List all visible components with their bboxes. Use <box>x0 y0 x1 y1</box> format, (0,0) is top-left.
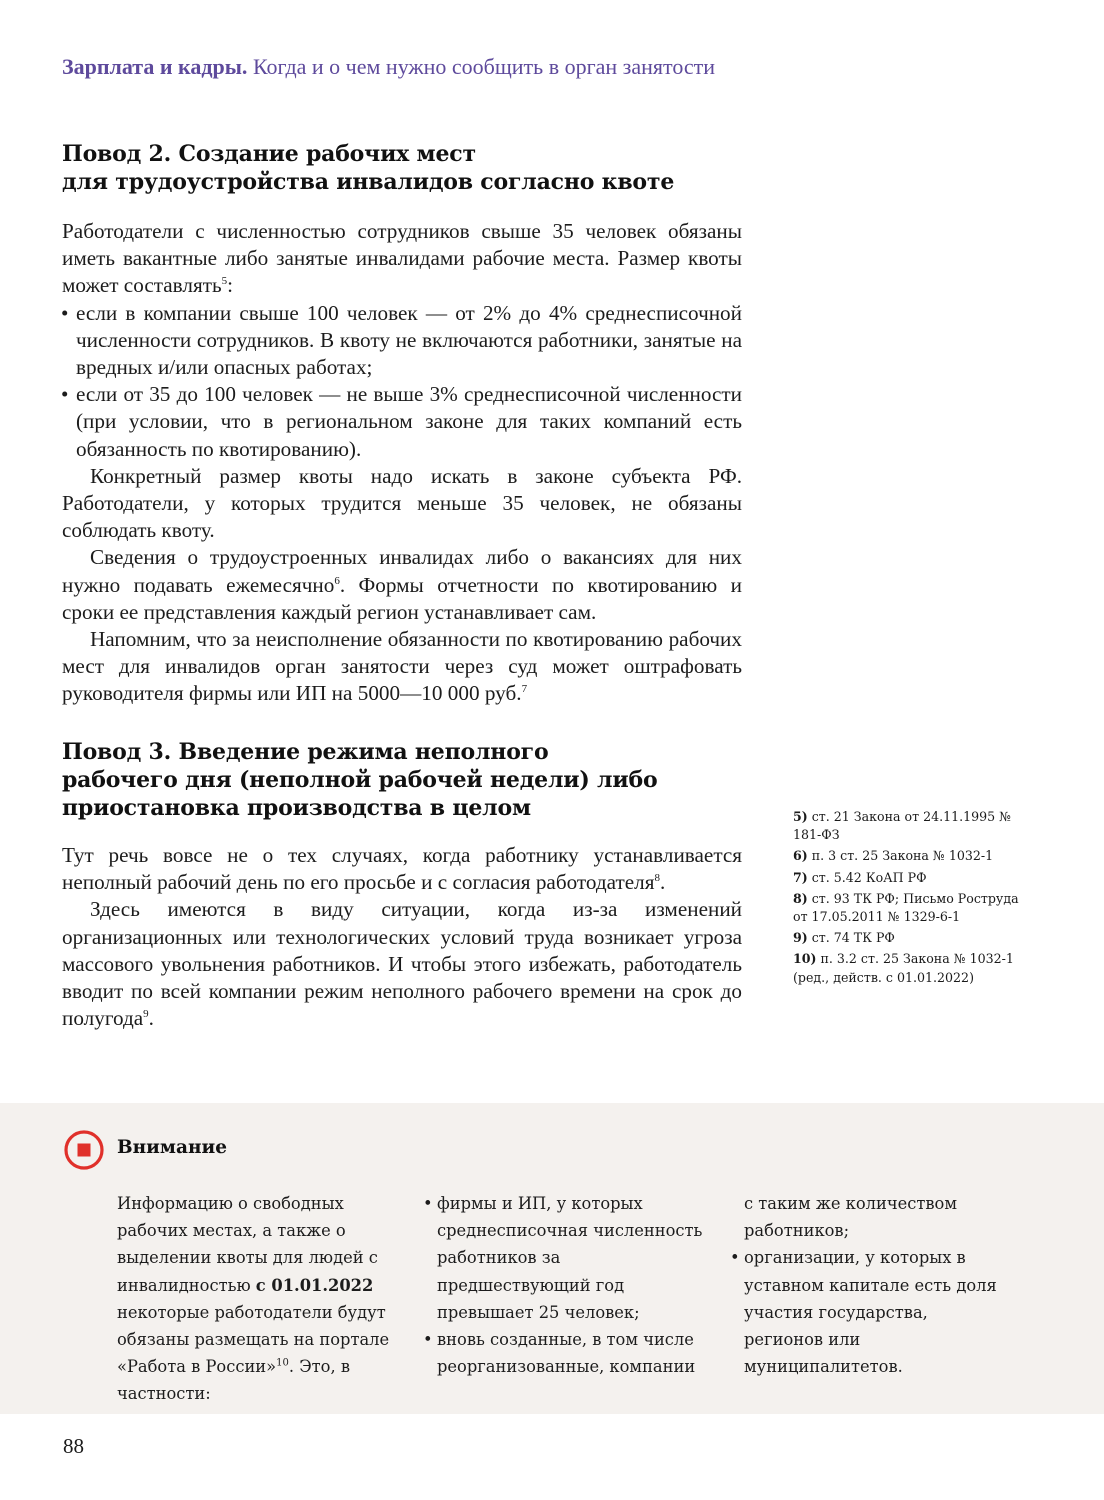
footnote-ref[interactable]: 8 <box>654 872 661 885</box>
attention-column-2 <box>423 1190 713 1380</box>
paragraph: Работодатели с численностью сотрудников свыше 35 человек обязаны иметь вакантные либо занятые инвалидами рабочие места. Размер квоты может составлять$^5$: <box>62 219 742 298</box>
running-head-section: Зарплата и кадры. <box>62 54 248 79</box>
footnote: 9) ст. 74 ТК РФ <box>793 930 895 946</box>
attention-column-3 <box>730 1190 1010 1380</box>
footnote: 7) ст. 5.42 КоАП РФ <box>793 869 927 885</box>
footnote-ref[interactable]: 10 <box>276 1357 289 1369</box>
footnote-ref[interactable]: 5 <box>221 275 228 288</box>
paragraph: Тут речь вовсе не о тех случаях, когда работнику устанавливается неполный рабочий день по его просьбе и с согласия работодателя$^8$. <box>62 843 742 895</box>
scalloped-edge <box>0 1098 1104 1106</box>
stop-circle-icon <box>63 1129 105 1171</box>
footnote-ref[interactable]: 7 <box>521 683 528 696</box>
list-item: • вновь созданные, в том числе реорганизованные, компании <box>423 1326 713 1380</box>
list-item: • если в компании свыше 100 человек — от 2% до 4% среднесписочной численности сотрудников. В квоту не включаются работники, занятые на вредных и/или опасных работах; <box>62 300 742 382</box>
footnote: 10) п. 3.2 ст. 25 Закона № 1032-1 (ред., действ. с 01.01.2022) <box>793 951 1014 985</box>
list-item: • организации, у которых в уставном капитале есть доля участия государства, регионов или муниципалитетов. <box>730 1244 1010 1380</box>
footnote-ref[interactable]: 6 <box>334 574 340 587</box>
paragraph: Конкретный размер квоты надо искать в законе субъекта РФ. Работодатели, у которых трудится меньше 35 человек, не обязаны соблюдать квоту. <box>62 463 742 543</box>
section-heading: Повод 2. Создание рабочих мест для трудоустройства инвалидов согласно квоте <box>62 141 675 195</box>
list-item-continuation: с таким же количеством работников; <box>744 1194 957 1241</box>
section-part-time <box>62 738 742 1032</box>
attention-title: Внимание <box>117 1137 227 1158</box>
section-quota <box>62 140 742 708</box>
footnote: 8) ст. 93 ТК РФ; Письмо Роструда от 17.05.2011 № 1329-6-1 <box>793 890 1019 925</box>
running-head <box>62 54 715 80</box>
paragraph: Напомним, что за неисполнение обязанности по квотированию рабочих мест для инвалидов орган занятости через суд может оштрафовать руководителя фирмы или ИП на 5000—10 000 руб.$^7$ <box>62 627 742 706</box>
attention-box <box>0 1103 1104 1414</box>
footnote: 6) п. 3 ст. 25 Закона № 1032-1 <box>793 848 994 864</box>
section-heading: Повод 3. Введение режима неполного рабочего дня (неполной рабочей недели) либо приостановка производства в целом <box>62 739 658 821</box>
list-item: • фирмы и ИП, у которых среднесписочная численность работников за предшествующий год превышает 25 человек; <box>423 1190 713 1326</box>
attention-column-1: Информацию о свободных рабочих местах, а также о выделении квоты для людей с инвалидностью с 01.01.2022 некоторые работодатели будут обязаны размещать на портале «Работа в России»$^{10}$. Это, в частности: <box>117 1194 390 1404</box>
footnotes <box>793 808 1023 990</box>
paragraph: Здесь имеются в виду ситуации, когда из-за изменений организационных или технологических условий труда возникает угроза массового увольнения работников. И чтобы этого избежать, работодатель вводит по всей компании режим неполного рабочего времени на срок до полугода$^9$. <box>62 897 742 1031</box>
footnote-ref[interactable]: 9 <box>143 1008 149 1021</box>
running-head-title: Когда и о чем нужно сообщить в орган занятости <box>252 54 716 79</box>
page-number: 88 <box>63 1434 84 1458</box>
paragraph: Сведения о трудоустроенных инвалидах либо о вакансиях для них нужно подавать ежемесячно$^6$. Формы отчетности по квотированию и сроки ее представления каждый регион устанавливает сам. <box>62 545 742 624</box>
list-item: • если от 35 до 100 человек — не выше 3% среднесписочной численности (при условии, что в региональном законе для таких компаний есть обязанность по квотированию). <box>62 381 742 463</box>
quota-list <box>62 300 742 463</box>
footnote: 5) ст. 21 Закона от 24.11.1995 № 181-ФЗ <box>793 809 1012 843</box>
